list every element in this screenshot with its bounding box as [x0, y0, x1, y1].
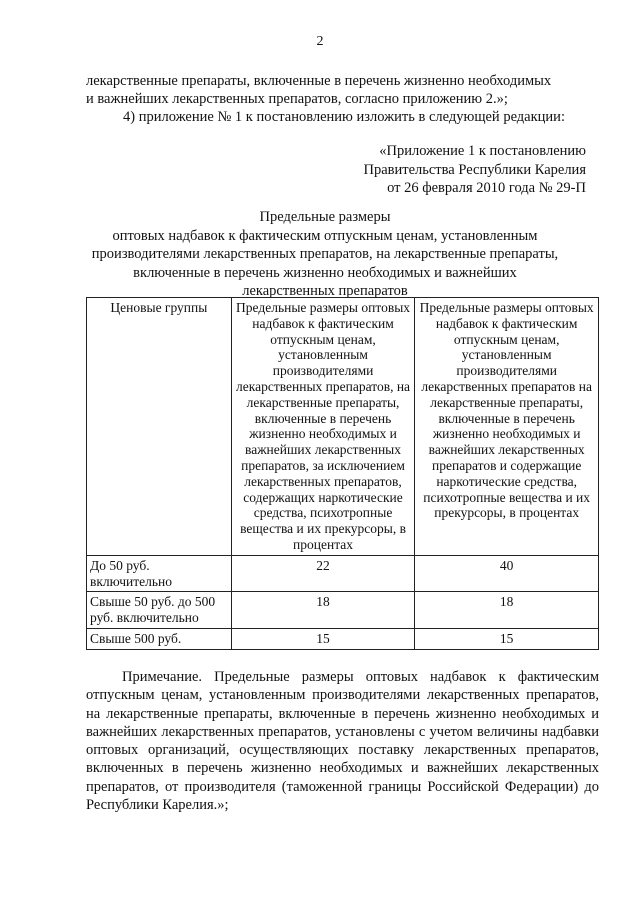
table-row: [87, 592, 599, 629]
markup-table: [86, 297, 599, 650]
title-line-1: Предельные размеры: [259, 209, 391, 225]
table-row: [87, 555, 599, 592]
note-text: Примечание. Предельные размеры оптовых надбавок к фактическим отпускным ценам, установленным производителями лекарственных препаратов, на лекарственные препараты, включенные в перечень жизненно необходимых и важнейших лекарственных препаратов, установлены с учетом величины надбавки оптовых организаций, осуществляющих поставку лекарственных препаратов, включенных в перечень жизненно необходимых и важнейших лекарственных препаратов, от производителя (таможенной границы Российской Федерации) до Республики Карелия.»;: [86, 669, 599, 814]
page-number: 2: [316, 34, 324, 49]
title-line-4: включенные в перечень жизненно необходимых и важнейших: [133, 264, 517, 281]
title-line-5: лекарственных препаратов: [242, 283, 408, 299]
table-row: [87, 628, 599, 649]
table-header-row: [87, 298, 599, 556]
row-value-general: 15: [231, 628, 415, 649]
annex-line-1: «Приложение 1 к постановлению: [379, 143, 586, 159]
row-value-narcotic: 18: [415, 592, 599, 629]
row-value-narcotic: 40: [415, 555, 599, 592]
header-markup-narcotic: Предельные размеры оптовых надбавок к фактическим отпускным ценам, установленным производителями лекарственных препаратов на лекарственные препараты, включенные в перечень жизненно необходимых и важнейших лекарственных препаратов и содержащие наркотические средства, психотропные вещества и их прекурсоры, в процентах: [415, 298, 599, 556]
annex-line-3: от 26 февраля 2010 года № 29-П: [387, 180, 586, 196]
intro-line-2: и важнейших лекарственных препаратов, согласно приложению 2.»;: [86, 91, 508, 107]
row-group: Свыше 50 руб. до 500 руб. включительно: [87, 592, 232, 629]
annex-line-2: Правительства Республики Карелия: [363, 161, 586, 178]
note-block: [86, 668, 599, 814]
row-value-general: 18: [231, 592, 415, 629]
intro-line-3: 4) приложение № 1 к постановлению изложить в следующей редакции:: [123, 109, 565, 125]
intro-line-1: лекарственные препараты, включенные в перечень жизненно необходимых: [86, 73, 552, 89]
header-price-groups: Ценовые группы: [87, 298, 232, 556]
row-group: Свыше 500 руб.: [87, 628, 232, 649]
title-line-3: производителями лекарственных препаратов, на лекарственные препараты,: [91, 246, 559, 262]
table-title: [60, 208, 590, 301]
annex-header: [363, 142, 586, 198]
header-markup-general: Предельные размеры оптовых надбавок к фактическим отпускным ценам, установленным производителями лекарственных препаратов, на лекарственные препараты, включенные в перечень жизненно необходимых и важнейших лекарственных препаратов, за исключением лекарственных препаратов, содержащих наркотические средства, психотропные вещества и их прекурсоры, в процентах: [231, 298, 415, 556]
title-line-2: оптовых надбавок к фактическим отпускным ценам, установленным: [112, 227, 538, 244]
row-value-general: 22: [231, 555, 415, 592]
row-group: До 50 руб. включительно: [87, 555, 232, 592]
row-value-narcotic: 15: [415, 628, 599, 649]
